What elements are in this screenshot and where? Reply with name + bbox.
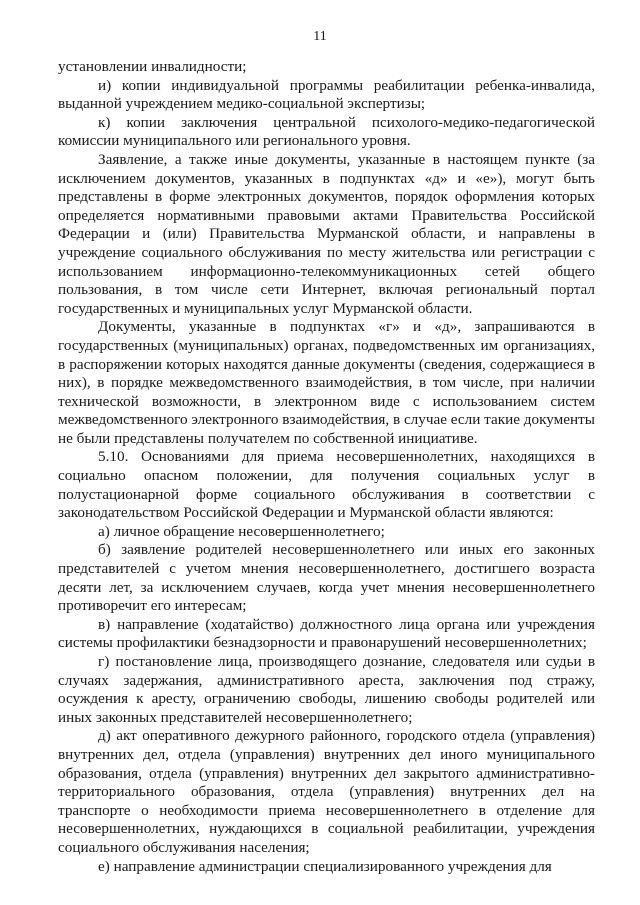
document-body [58,58,595,876]
page-number: 11 [313,29,327,44]
list-item-i: и) копии индивидуальной программы реабилитации ребенка-инвалида, выданной учреждением медико-социальной экспертизы; [58,76,595,113]
list-item-g: г) постановление лица, производящего дознание, следователя или судьи в случаях задержания, административного ареста, заключения под стражу, осуждения к аресту, ограничению свободы, лишению свободы родителей или иных законных представителей несовершеннолетнего; [58,653,595,726]
list-item-v: в) направление (ходатайство) должностного лица органа или учреждения системы профилактики безнадзорности и правонарушений несовершеннолетних; [58,615,595,652]
paragraph-electronic-documents: Заявление, а также иные документы, указанные в настоящем пункте (за исключением документов, указанных в подпунктах «д» и «е»), могут быть представлены в форме электронных документов, порядок оформления которых определяется нормативными правовыми актами Правительства Российской Федерации и (или) Правительства Мурманской области, и направлены в учреждение социального обслуживания по месту жительства или регистрации с использованием информационно-телекоммуникационных сетей общего пользования, в том числе сети Интернет, включая региональный портал государственных и муниципальных услуг Мурманской области. [58,150,595,317]
paragraph-continuation: установлении инвалидности; [58,58,247,75]
list-item-k: к) копии заключения центральной психолого-медико-педагогической комиссии муниципального или регионального уровня. [58,113,595,150]
list-item-b: б) заявление родителей несовершеннолетнего или иных его законных представителей с учетом мнения несовершеннолетнего, достигшего возраста десяти лет, за исключением случаев, когда учет мнения несовершеннолетнего противоречит его интересам; [58,541,595,615]
section-5-10-heading: 5.10. Основаниями для приема несовершеннолетних, находящихся в социально опасном положении, для получения социальных услуг в полустационарной форме социального обслуживания в соответствии с законодательством Российской Федерации и Мурманской области являются: [58,448,595,522]
list-item-e: е) направление администрации специализированного учреждения для [98,857,552,875]
list-item-d: д) акт оперативного дежурного районного, городского отдела (управления) внутренних дел, отдела (управления) внутренних дел иного муниципального образования, отдела (управления) внутренних дел закрытого административно-территориального образования, отдела (управления) внутренних дел на транспорте о необходимости приема несовершеннолетнего в отделение для несовершеннолетних, нуждающихся в социальной реабилитации, учреждения социального обслуживания населения; [58,727,595,856]
list-item-a: а) личное обращение несовершеннолетнего; [98,522,385,540]
paragraph-interagency-requests: Документы, указанные в подпунктах «г» и «д», запрашиваются в государственных (муниципальных) органах, подведомственных им организациях, в распоряжении которых находятся данные документы (сведения, содержащиеся в них), в порядке межведомственного взаимодействия, в том числе, при наличии технической возможности, в электронном виде с использованием систем межведомственного электронного взаимодействия, в случае если такие документы не были представлены получателем по собственной инициативе. [58,318,595,447]
